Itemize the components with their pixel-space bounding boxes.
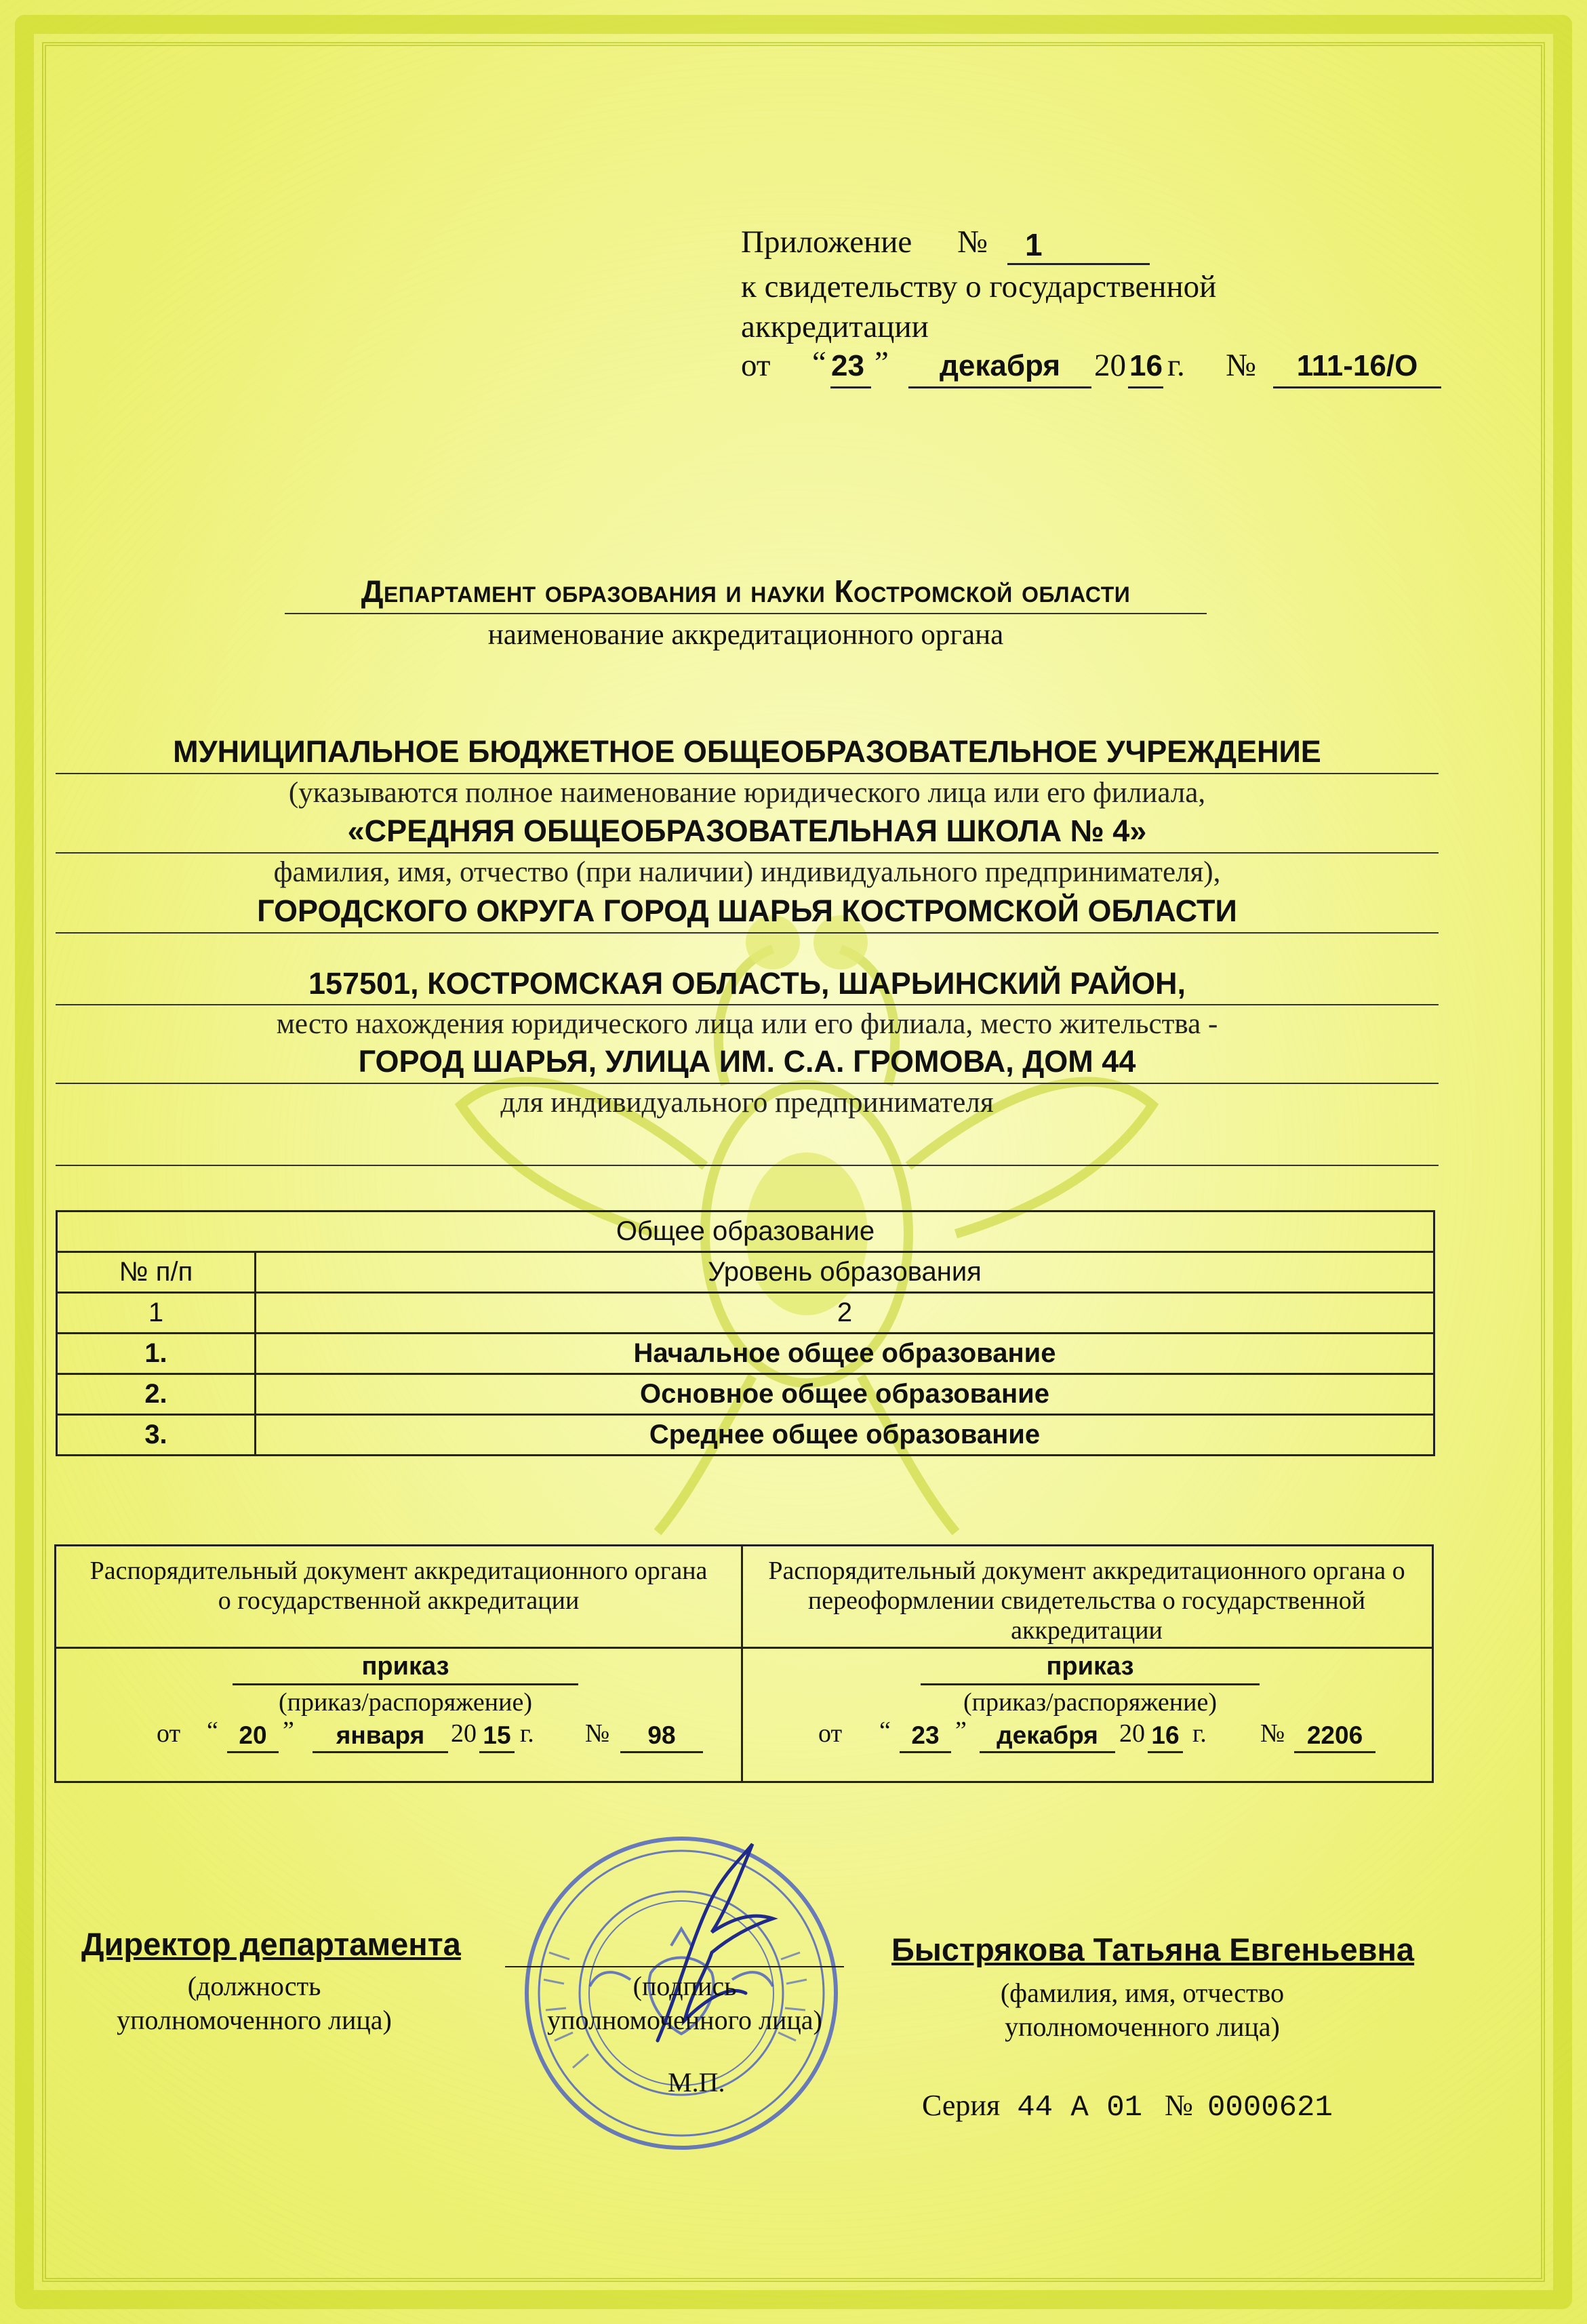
appendix-month: декабря [939,349,1061,382]
order-right-year-suffix: 16 [1151,1721,1180,1749]
organization-line-2-rule [56,852,1439,854]
appendix-date-from: от [741,348,771,383]
address-line-1-rule [56,1004,1439,1005]
address-caption-2: для индивидуального предпринимателя [500,1087,994,1119]
order-left-month: января [336,1721,425,1749]
appendix-label: Приложение [741,224,912,260]
organization-line-1: МУНИЦИПАЛЬНОЕ БЮДЖЕТНОЕ ОБЩЕОБРАЗОВАТЕЛЬНОЕ УЧРЕЖДЕНИЕ [173,734,1321,769]
orders-divider-horizontal [56,1647,1432,1649]
organization-line-1-rule [56,773,1439,774]
order-left-year-unit: г. [520,1719,534,1748]
authority-underline [285,613,1207,614]
table-cell: 2 [256,1293,1434,1334]
order-right-from: от [818,1719,843,1748]
organization-caption-1: (указываются полное наименование юридического лица или его филиала, [288,777,1206,809]
appendix-line-1: к свидетельству о государственной [741,269,1217,304]
signature-caption: (подпись уполномоченного лица) [547,1971,822,2035]
order-right-year-prefix: 20 [1119,1719,1145,1748]
signatory-position: Директор департамента [81,1926,461,1962]
table-row [57,1374,1434,1415]
table-cell: 1. [57,1334,256,1374]
appendix-number-sign: № [957,224,988,260]
signatory-position-caption: (должность уполномоченного лица) [117,1971,392,2035]
order-right-num-sign: № [1260,1719,1285,1748]
serial-number-sign: № [1165,2089,1194,2122]
orders-box [54,1544,1434,1783]
table-title: Общее образование [57,1211,1434,1252]
address-caption-1: место нахождения юридического лица или его филиала, место жительства - [276,1008,1218,1040]
address-line-2: ГОРОД ШАРЬЯ, УЛИЦА ИМ. С.А. ГРОМОВА, ДОМ 44 [358,1044,1136,1079]
organization-line-2: «СРЕДНЯЯ ОБЩЕОБРАЗОВАТЕЛЬНАЯ ШКОЛА № 4» [347,814,1147,848]
table-index-row [57,1293,1434,1334]
order-left-year-prefix: 20 [451,1719,477,1748]
appendix-year-suffix: 16 [1129,349,1163,382]
table-cell: 3. [57,1415,256,1456]
organization-line-3: ГОРОДСКОГО ОКРУГА ГОРОД ШАРЬЯ КОСТРОМСКОЙ ОБЛАСТИ [257,894,1237,928]
authority-name: Департамент образования и науки Костромской области [361,574,1131,609]
appendix-number: 1 [1025,227,1043,262]
order-right-header: Распорядительный документ аккредитационного органа о переоформлении свидетельства о государственной аккредитации [768,1557,1405,1645]
open-quote: “ [207,1717,218,1745]
signatory-name-caption: (фамилия, имя, отчество уполномоченного лица) [1000,1978,1285,2042]
serial-label: Серия [922,2089,1001,2122]
table-cell: Основное общее образование [256,1374,1434,1415]
order-left-day: 20 [239,1721,267,1749]
order-right-month: декабря [997,1721,1098,1749]
table-header-row [57,1252,1434,1293]
address-extra-rule [56,1165,1439,1166]
order-left-from: от [157,1719,181,1748]
column-header-level: Уровень образования [256,1252,1434,1293]
table-cell: 2. [57,1374,256,1415]
authority-caption: наименование аккредитационного органа [487,619,1004,651]
table-title-row [57,1211,1434,1252]
signatory-name: Быстрякова Татьяна Евгеньевна [891,1931,1415,1967]
column-header-number: № п/п [57,1252,256,1293]
open-quote: “ [812,345,826,380]
order-left-year-suffix: 15 [483,1721,511,1749]
education-levels-table [56,1210,1435,1456]
order-right-year-unit: г. [1192,1719,1207,1748]
orders-divider-vertical [741,1546,743,1781]
table-cell: 1 [57,1293,256,1334]
address-line-2-rule [56,1083,1439,1084]
open-quote: “ [879,1717,891,1745]
order-right-day: 23 [911,1721,940,1749]
appendix-reg-sign: № [1226,348,1256,383]
appendix-day: 23 [831,349,864,382]
order-left-type-caption: (приказ/распоряжение) [278,1688,532,1717]
table-row [57,1334,1434,1374]
order-left-type: приказ [361,1652,449,1681]
serial-number: 0000621 [1207,2091,1333,2125]
serial-series: 44 А 01 [1017,2091,1143,2125]
close-quote: ” [875,345,889,380]
stamp-place-label: М.П. [668,2067,725,2098]
table-cell: Среднее общее образование [256,1415,1434,1456]
close-quote: ” [283,1717,294,1745]
order-left-header: Распорядительный документ аккредитационного органа о государственной аккредитации [89,1557,708,1615]
signature-line [505,1966,844,1967]
order-right-type-caption: (приказ/распоряжение) [963,1688,1217,1717]
order-right-number: 2206 [1306,1721,1363,1749]
table-row [57,1415,1434,1456]
order-left-num-sign: № [585,1719,610,1748]
appendix-line-2: аккредитации [741,309,929,344]
appendix-year-unit: г. [1167,348,1185,383]
table-cell: Начальное общее образование [256,1334,1434,1374]
serial-number-block [922,2088,1333,2125]
appendix-year-prefix: 20 [1094,348,1126,383]
appendix-reg-number: 111-16/О [1296,349,1418,382]
organization-caption-2: фамилия, имя, отчество (при наличии) индивидуального предпринимателя), [273,856,1221,888]
address-line-1: 157501, КОСТРОМСКАЯ ОБЛАСТЬ, ШАРЬИНСКИЙ РАЙОН, [308,966,1186,1001]
order-right-type: приказ [1046,1652,1134,1681]
organization-line-3-rule [56,932,1439,934]
close-quote: ” [955,1717,967,1745]
order-left-number: 98 [647,1721,676,1749]
